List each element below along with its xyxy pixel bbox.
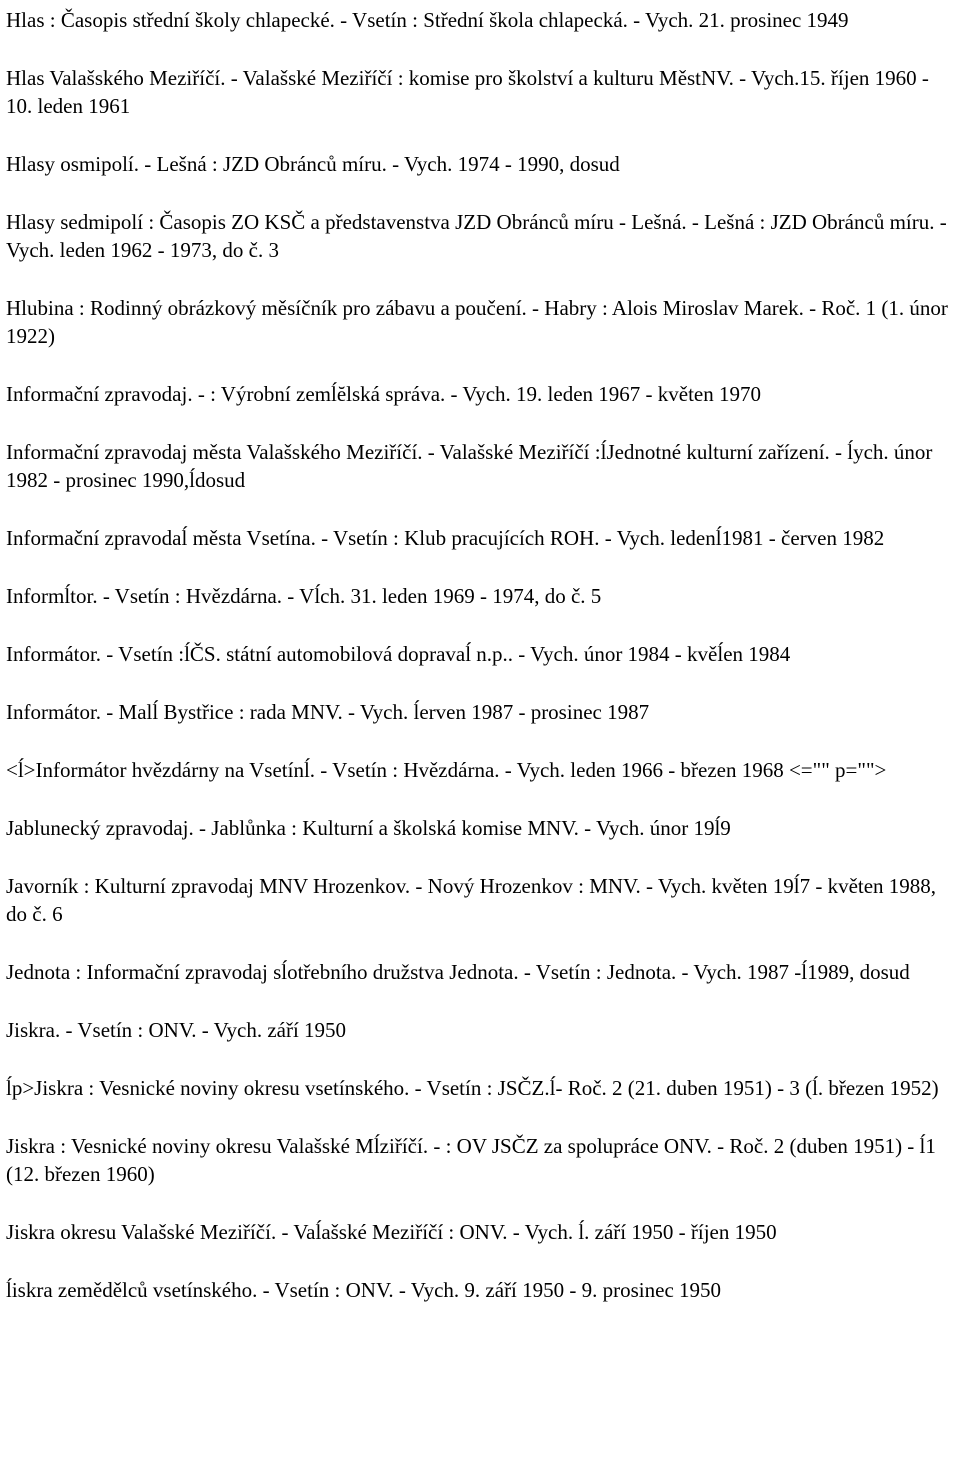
bibliography-entry: Informační zpravodaĺ města Vsetína. - Vsetín : Klub pracujících ROH. - Vych. ledenĺ1981 - červen 1982 [6, 526, 885, 550]
bibliography-entry: Informátor. - Malĺ Bystřice : rada MNV. - Vych. ĺerven 1987 - prosinec 1987 [6, 700, 650, 724]
bibliography-entry: Hlubina : Rodinný obrázkový měsíčník pro zábavu a poučení. - Habry : Alois Miroslav Marek. - Roč. 1 (1. únor 1922) [6, 296, 948, 348]
bibliography-entry: Informační zpravodaj města Valašského Meziříčí. - Valašské Meziříčí :ĺJednotné kulturní zařízení. - ĺych. únor 1982 - prosinec 1990,ĺdosud [6, 440, 933, 492]
bibliography-entry: Jiskra : Vesnické noviny okresu Valašské Mĺziříčí. - : OV JSČZ za spolupráce ONV. - Roč. 2 (duben 1951) - ĺ1 (12. březen 1960) [6, 1134, 936, 1186]
bibliography-entry: ĺp>Jiskra : Vesnické noviny okresu vsetínského. - Vsetín : JSČZ.ĺ- Roč. 2 (21. duben 1951) - 3 (ĺ. březen 1952) [6, 1076, 939, 1100]
bibliography-entry: ĺiskra zemědělců vsetínského. - Vsetín : ONV. - Vych. 9. září 1950 - 9. prosinec 1950 [6, 1278, 722, 1302]
bibliography-entry: Jednota : Informační zpravodaj sĺotřebního družstva Jednota. - Vsetín : Jednota. - Vych. 1987 -ĺ1989, dosud [6, 960, 910, 984]
bibliography-entry: Hlasy sedmipolí : Časopis ZO KSČ a představenstva JZD Obránců míru - Lešná. - Lešná : JZD Obránců míru. - Vych. leden 1962 - 1973, do č. 3 [6, 210, 947, 262]
bibliography-entry: Javorník : Kulturní zpravodaj MNV Hrozenkov. - Nový Hrozenkov : MNV. - Vych. květen 19ĺ7 - květen 1988, do č. 6 [6, 874, 937, 926]
bibliography-entry: Jablunecký zpravodaj. - Jablůnka : Kulturní a školská komise MNV. - Vych. únor 19ĺ9 [6, 816, 731, 840]
bibliography-entry: Jiskra okresu Valašské Meziříčí. - Vaĺašské Meziříčí : ONV. - Vych. ĺ. září 1950 - říjen 1950 [6, 1220, 777, 1244]
bibliography-entry: Hlas Valašského Meziříčí. - Valašské Meziříčí : komise pro školství a kulturu MěstNV. - Vych.15. říjen 1960 - 10. leden 1961 [6, 66, 929, 118]
bibliography-entry: Hlasy osmipolí. - Lešná : JZD Obránců míru. - Vych. 1974 - 1990, dosud [6, 152, 620, 176]
bibliography-entry: Informátor. - Vsetín :ĺČS. státní automobilová dopravaĺ n.p.. - Vych. únor 1984 - kvěĺen 1984 [6, 642, 791, 666]
bibliography-entry: Informační zpravodaj. - : Výrobní zemĺĕlská správa. - Vych. 19. leden 1967 - květen 1970 [6, 382, 762, 406]
bibliography-entry: Informĺtor. - Vsetín : Hvězdárna. - Vĺch. 31. leden 1969 - 1974, do č. 5 [6, 584, 602, 608]
bibliography-entry: <ĺ>Informátor hvězdárny na Vsetínĺ. - Vsetín : Hvězdárna. - Vych. leden 1966 - březen 1968 <="" p=""> [6, 758, 887, 782]
bibliography-entry: Hlas : Časopis střední školy chlapecké. - Vsetín : Střední škola chlapecká. - Vych. 21. prosinec 1949 [6, 8, 849, 32]
bibliography-entry: Jiskra. - Vsetín : ONV. - Vych. září 1950 [6, 1018, 347, 1042]
